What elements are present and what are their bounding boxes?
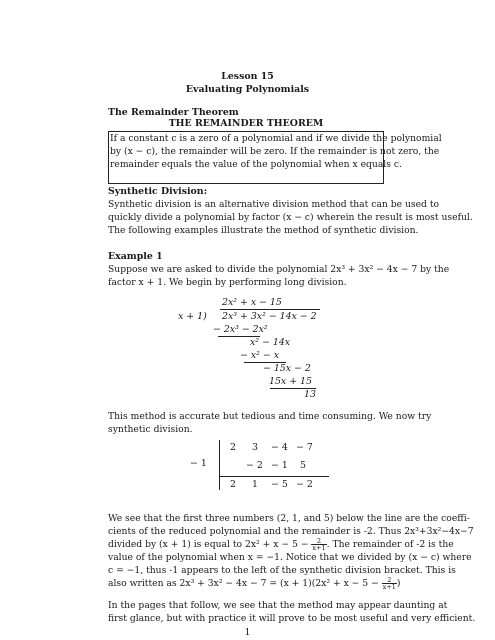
section-title: The Remainder Theorem: [108, 107, 239, 118]
explanation-line-5: c = −1, thus -1 appears to the left of the synthetic division bracket. This is: [108, 565, 456, 576]
synthetic-bracket-vertical: [219, 440, 220, 490]
synthetic-r1-c3: − 4: [271, 442, 288, 453]
long-division-step-3: − x² − x: [240, 350, 279, 361]
synthetic-r3-c4: − 2: [296, 479, 313, 490]
synthetic-divisor: − 1: [190, 458, 207, 469]
synthetic-r3-c2: 1: [252, 479, 258, 490]
synthetic-r2-c2: − 2: [246, 460, 263, 471]
fraction-denominator-2: x+1: [382, 583, 396, 591]
synthetic-r2-c3: − 1: [271, 460, 288, 471]
synthetic-line-2: quickly divide a polynomial by factor (x − c) wherein the result is most useful.: [108, 212, 473, 223]
lesson-title: Evaluating Polynomials: [185, 84, 310, 95]
fraction-numerator-2: 2: [382, 577, 397, 584]
long-division-step-4: − 15x − 2: [263, 363, 311, 374]
page-number: 1: [244, 627, 251, 638]
synthetic-r1-c1: 2: [230, 442, 236, 453]
long-division-divisor: x + 1): [178, 311, 207, 322]
explanation-line-3-start: divided by (x + 1) is equal to 2x² + x − 5 −: [108, 539, 312, 550]
explanation-line-3-end: . The remainder of -2 is the: [326, 539, 454, 550]
synthetic-line-1: Synthetic division is an alternative division method that can be used to: [108, 199, 440, 210]
theorem-line-2: by (x − c), the remainder will be zero. If the remainder is not zero, the: [110, 146, 440, 157]
explanation-line-6: [108, 577, 401, 590]
fraction-numerator: 2: [311, 538, 326, 545]
theorem-line-1: If a constant c is a zero of a polynomial and if we divide the polynomial: [110, 133, 442, 144]
long-division-step-5: 15x + 15: [269, 376, 312, 387]
synthetic-r3-c1: 2: [230, 479, 236, 490]
synthetic-bracket-horizontal: [219, 476, 329, 477]
synthetic-r1-c4: − 7: [296, 442, 313, 453]
explanation-line-6-end: ): [396, 578, 401, 589]
explanation-fraction-2: [382, 577, 397, 590]
closing-line-2: first glance, but with practice it will prove to be most useful and very efficient.: [108, 613, 476, 624]
explanation-line-4: value of the polynomial when x = −1. Notice that we divided by (x − c) where: [108, 552, 472, 563]
long-division-step-1: − 2x³ − 2x²: [213, 324, 268, 335]
explanation-line-2: cients of the reduced polynomial and the remainder is -2. Thus 2x³+3x²−4x−7: [108, 526, 474, 537]
example-line-2: factor x + 1. We begin by performing long division.: [108, 277, 347, 288]
long-division-quotient: 2x² + x − 15: [222, 297, 282, 308]
explanation-line-6-start: also written as 2x³ + 3x² − 4x − 7 = (x + 1)(2x² + x − 5 −: [108, 578, 382, 589]
synthetic-line-3: The following examples illustrate the method of synthetic division.: [108, 225, 419, 236]
long-division-step-2: x² − 14x: [250, 337, 291, 348]
explanation-line-3: [108, 538, 454, 551]
example-line-1: Suppose we are asked to divide the polynomial 2x³ + 3x² − 4x − 7 by the: [108, 264, 450, 275]
fraction-denominator: x+1: [312, 544, 326, 552]
long-division-remainder: 13: [304, 389, 316, 400]
synthetic-heading: Synthetic Division:: [108, 186, 208, 197]
explanation-fraction-1: [311, 538, 326, 551]
theorem-heading: THE REMAINDER THEOREM: [168, 118, 324, 129]
lesson-number: Lesson 15: [221, 71, 274, 82]
mid-line-2: synthetic division.: [108, 424, 193, 435]
example-heading: Example 1: [108, 251, 163, 262]
long-division-dividend: 2x³ + 3x² − 14x − 2: [222, 311, 317, 322]
explanation-line-1: We see that the first three numbers (2, 1, and 5) below the line are the coeffi-: [108, 513, 470, 524]
synthetic-r1-c2: 3: [252, 442, 258, 453]
theorem-line-3: remainder equals the value of the polynomial when x equals c.: [110, 159, 402, 170]
closing-line-1: In the pages that follow, we see that the method may appear daunting at: [108, 600, 448, 611]
synthetic-r2-c4: 5: [300, 460, 306, 471]
synthetic-r3-c3: − 5: [271, 479, 288, 490]
mid-line-1: This method is accurate but tedious and time consuming. We now try: [108, 411, 432, 422]
